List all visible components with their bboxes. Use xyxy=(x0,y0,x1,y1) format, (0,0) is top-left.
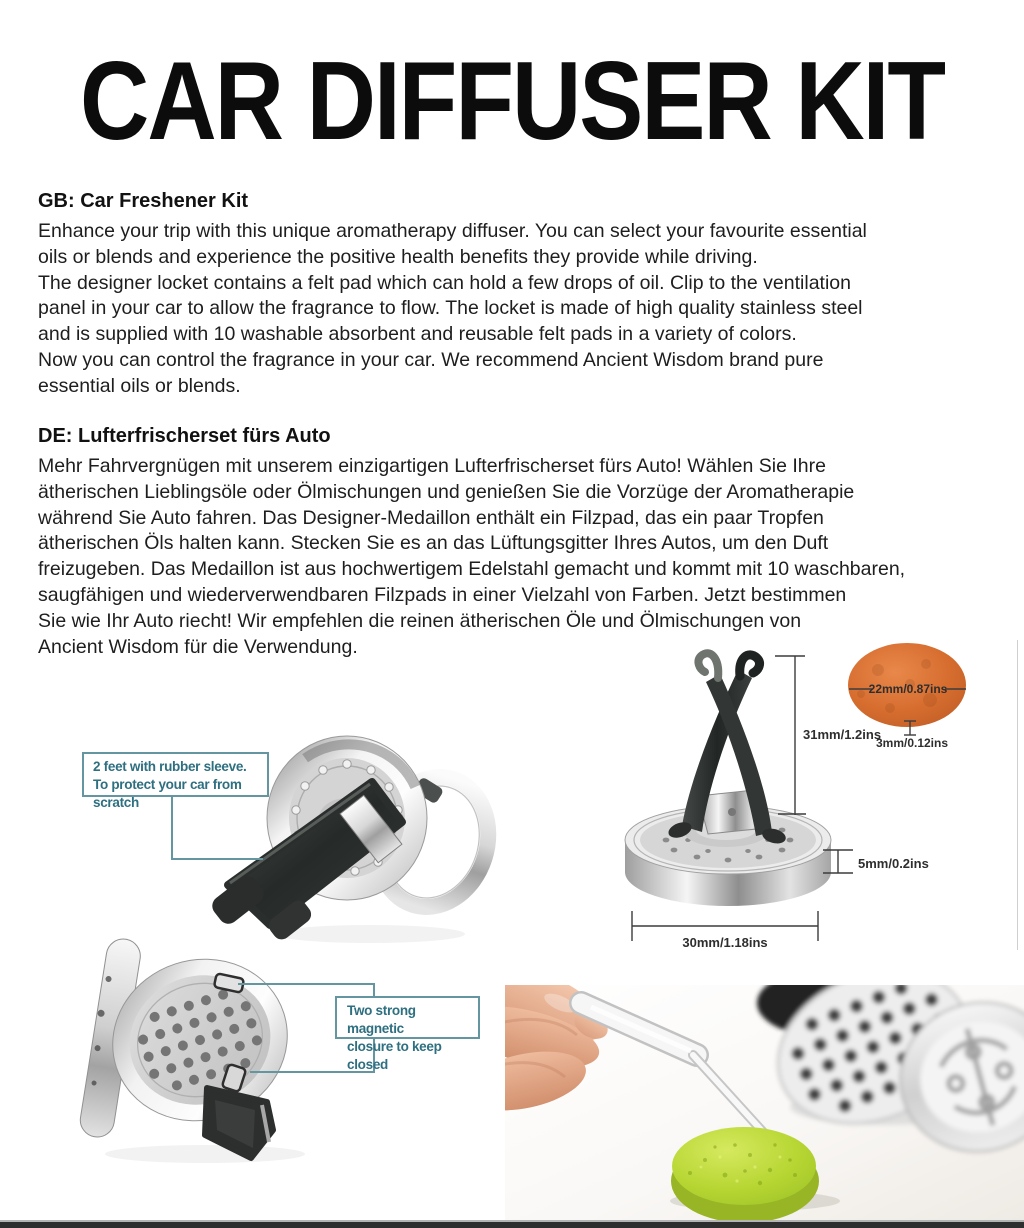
oil-application-photo xyxy=(505,985,1024,1225)
dim-base-thickness: 5mm/0.2ins xyxy=(858,856,929,871)
de-section xyxy=(38,425,988,660)
gb-section xyxy=(38,190,988,400)
gb-body-text: Enhance your trip with this unique aromatherapy diffuser. You can select your favourite essential oils or blends and experience the positive health benefits they provide while driving. The designer locket contains a felt pad which can hold a few drops of oil. Clip to the ventilation panel in your car to allow the fragrance to flow. The locket is made of high quality stainless steel and is supplied with 10 washable absorbent and reusable felt pads in a variety of colors. Now you can control the fragrance in your car. We recommend Ancient Wisdom brand pure essential oils or blends. xyxy=(38,220,867,397)
callout-rubber-feet: 2 feet with rubber sleeve. To protect your car from scratch xyxy=(82,752,269,797)
gb-heading: GB: Car Freshener Kit xyxy=(38,190,249,212)
dim-pad-diameter: 22mm/0.87ins xyxy=(868,682,948,696)
standing-clip xyxy=(666,653,787,846)
de-body-text: Mehr Fahrvergnügen mit unserem einzigartigen Lufterfrischerset fürs Auto! Wählen Sie Ihre ätherischen Lieblingsöle oder Ölmischungen und genießen Sie die Vorzüge der Aromatherapie während Sie Auto fahren. Das Designer-Medaillon enthält ein Filzpad, das ein paar Tropfen ätherischen Öls halten kann. Stecken Sie es an das Lüftungsgitter Ihres Autos, um den Duft freizugeben. Das Medaillon ist aus hochwertigem Edelstahl gemacht und kommt mit 10 waschbaren, saugfähigen und wiederverwendbaren Filzpads in einer Vielzahl von Farben. Jetzt bestimmen Sie wie Ihr Auto riecht! Wir empfehlen die reinen ätherischen Öle und Ölmischungen von Ancient Wisdom für die Verwendung. xyxy=(38,455,906,658)
dim-clip-height: 31mm/1.2ins xyxy=(803,727,882,742)
dimension-diagram xyxy=(620,640,1020,958)
diagram-edge-line xyxy=(1017,640,1018,950)
vent-clip-photo xyxy=(60,700,640,960)
callout-magnetic-closure: Two strong magnetic closure to keep closed xyxy=(335,996,480,1039)
dim-base-diameter: 30mm/1.18ins xyxy=(682,935,768,950)
callout-connector-feet xyxy=(171,797,263,860)
page-title: CAR DIFFUSER KIT xyxy=(80,39,944,164)
page-bottom-strip xyxy=(0,1220,1024,1228)
de-heading: DE: Lufterfrischerset fürs Auto xyxy=(38,425,331,447)
dim-pad-thickness: 3mm/0.12ins xyxy=(875,736,949,750)
